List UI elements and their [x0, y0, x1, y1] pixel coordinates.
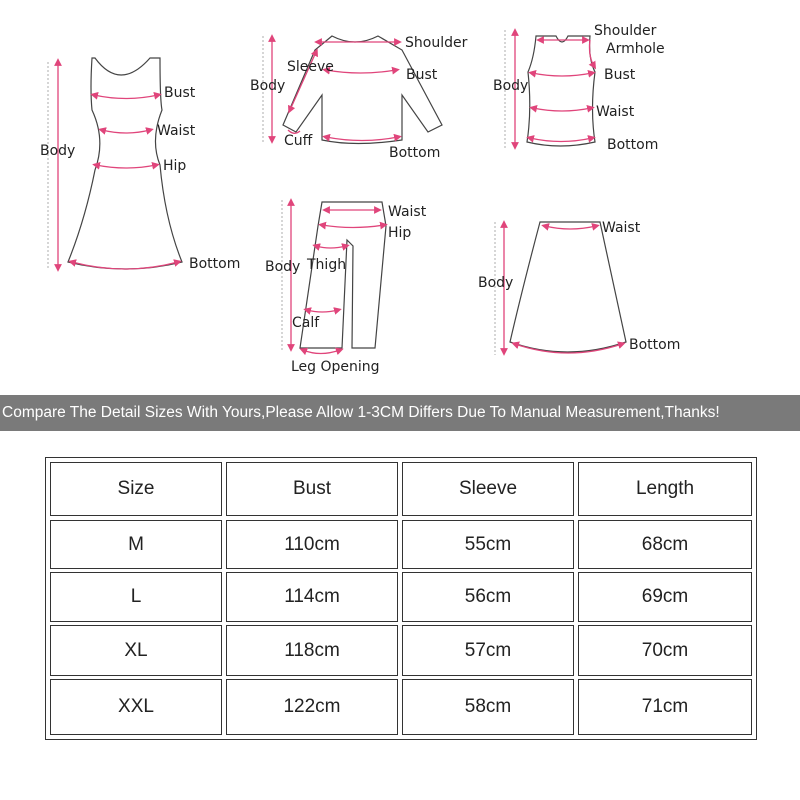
- skirt-waist-label: Waist: [602, 220, 641, 236]
- top-outline: [283, 36, 442, 144]
- table-row: [46, 625, 756, 679]
- pants-body-label: Body: [265, 259, 301, 275]
- header-bust: Bust: [226, 462, 398, 516]
- top-sleeve-label: Sleeve: [287, 59, 334, 75]
- cell-sleeve: 58cm: [402, 679, 574, 735]
- table-row: [46, 679, 756, 739]
- top-cuff-label: Cuff: [284, 133, 313, 149]
- tank-outline: [527, 36, 595, 146]
- dress-hip-label: Hip: [163, 158, 187, 174]
- table-row: [46, 572, 756, 625]
- garment-sketches: [0, 0, 800, 395]
- skirt-bottom-label: Bottom: [629, 337, 681, 353]
- cell-size: M: [50, 520, 222, 569]
- top-body-label: Body: [250, 78, 286, 94]
- dress-bottom-label: Bottom: [189, 256, 241, 272]
- pants-hip-label: Hip: [388, 225, 412, 241]
- tank-armhole-label: Armhole: [606, 41, 665, 57]
- pants-thigh-label: Thigh: [307, 257, 347, 273]
- cell-bust: 118cm: [226, 625, 398, 676]
- tank-bust-label: Bust: [604, 67, 636, 83]
- pants-calf-label: Calf: [292, 315, 320, 331]
- cell-length: 68cm: [578, 520, 752, 569]
- skirt-outline: [510, 222, 626, 352]
- tank-body-label: Body: [493, 78, 529, 94]
- cell-bust: 110cm: [226, 520, 398, 569]
- cell-sleeve: 56cm: [402, 572, 574, 622]
- top-bottom-label: Bottom: [389, 145, 441, 161]
- pants-leg-opening-label: Leg Opening: [291, 359, 380, 375]
- dress-body-label: Body: [40, 143, 76, 159]
- top-bust-label: Bust: [406, 67, 438, 83]
- cell-sleeve: 57cm: [402, 625, 574, 676]
- top-shoulder-label: Shoulder: [405, 35, 468, 51]
- dress-bust-label: Bust: [164, 85, 196, 101]
- measurement-diagrams: [0, 0, 800, 395]
- measurement-notice-banner: Compare The Detail Sizes With Yours,Please Allow 1-3CM Differs Due To Manual Measurement,Thanks!: [0, 395, 800, 431]
- long-sleeve-top-diagram: [263, 36, 442, 144]
- cell-length: 71cm: [578, 679, 752, 735]
- cell-length: 70cm: [578, 625, 752, 676]
- table-row: [46, 520, 756, 572]
- header-size: Size: [50, 462, 222, 516]
- tank-waist-label: Waist: [596, 104, 635, 120]
- tank-bottom-label: Bottom: [607, 137, 659, 153]
- cell-bust: 114cm: [226, 572, 398, 622]
- cell-length: 69cm: [578, 572, 752, 622]
- cell-size: XXL: [50, 679, 222, 735]
- skirt-body-label: Body: [478, 275, 514, 291]
- cell-size: L: [50, 572, 222, 622]
- dress-waist-label: Waist: [157, 123, 196, 139]
- table-header-row: [46, 458, 756, 520]
- size-table: [45, 457, 757, 740]
- cell-bust: 122cm: [226, 679, 398, 735]
- pants-waist-label: Waist: [388, 204, 427, 220]
- tank-shoulder-label: Shoulder: [594, 23, 657, 39]
- header-length: Length: [578, 462, 752, 516]
- dress-diagram: [48, 58, 182, 270]
- cell-sleeve: 55cm: [402, 520, 574, 569]
- skirt-diagram: [495, 222, 626, 355]
- cell-size: XL: [50, 625, 222, 676]
- header-sleeve: Sleeve: [402, 462, 574, 516]
